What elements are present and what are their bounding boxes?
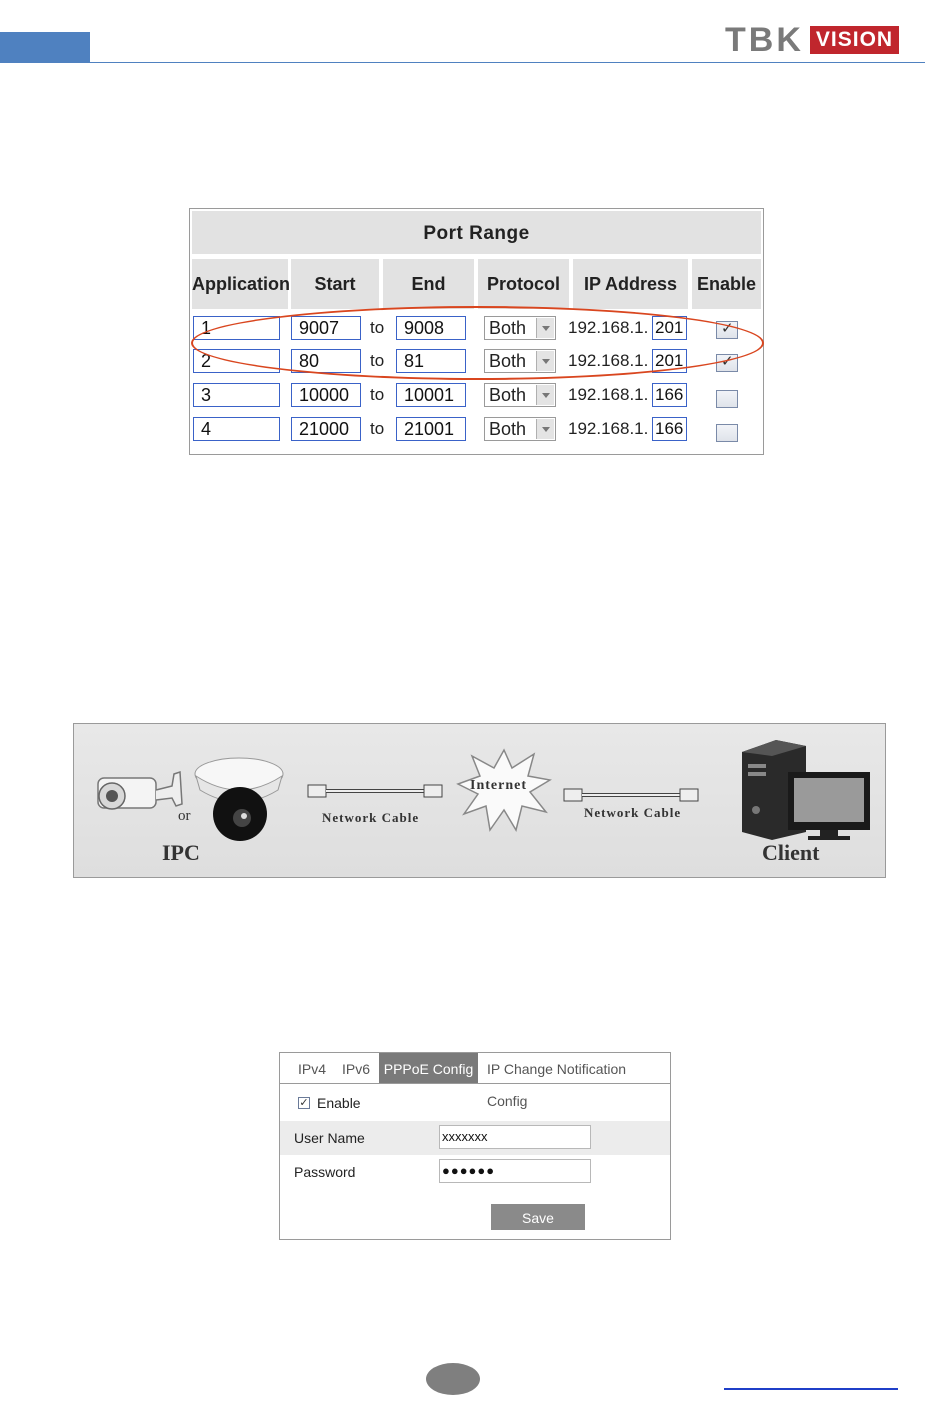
enable-checkbox[interactable]: ✓ <box>299 1097 309 1109</box>
username-label: User Name <box>294 1130 365 1146</box>
password-input[interactable]: ●●●●●● <box>439 1159 591 1183</box>
application-input[interactable]: 2 <box>193 349 280 373</box>
tab-pppoe-config[interactable]: PPPoE Config <box>379 1053 478 1083</box>
protocol-value: Both <box>489 318 527 338</box>
enable-checkbox[interactable] <box>716 390 738 408</box>
ipc-label: IPC <box>162 840 200 865</box>
network-diagram <box>73 723 886 878</box>
internet-label: Internet <box>470 778 527 793</box>
password-label: Password <box>294 1164 356 1180</box>
col-header-protocol: Protocol <box>478 259 569 309</box>
save-button[interactable]: Save <box>491 1204 585 1230</box>
ip-last-octet-input[interactable]: 201 <box>652 349 687 373</box>
protocol-value: Both <box>489 419 527 439</box>
end-port-input[interactable]: 9008 <box>396 316 466 340</box>
end-port-input[interactable]: 10001 <box>396 383 466 407</box>
or-label: or <box>178 808 191 824</box>
to-label: to <box>370 385 385 404</box>
to-label: to <box>370 419 385 438</box>
page-number-badge <box>426 1363 480 1395</box>
col-header-enable: Enable <box>692 259 761 309</box>
header-rule <box>0 62 925 63</box>
application-input[interactable]: 3 <box>193 383 280 407</box>
ip-prefix: 192.168.1. <box>568 385 649 404</box>
username-input[interactable]: xxxxxxx <box>439 1125 591 1149</box>
ip-prefix: 192.168.1. <box>568 318 649 337</box>
start-port-input[interactable]: 10000 <box>291 383 361 407</box>
protocol-value: Both <box>489 385 527 405</box>
to-label: to <box>370 351 385 370</box>
protocol-value: Both <box>489 351 527 371</box>
protocol-select[interactable] <box>484 417 556 441</box>
network-cable-label: Network Cable <box>584 805 682 820</box>
tab-ipv4[interactable]: IPv4 <box>298 1061 327 1077</box>
bullet-camera-icon <box>94 764 184 829</box>
tab-ipv6[interactable]: IPv6 <box>342 1061 371 1077</box>
ip-prefix: 192.168.1. <box>568 419 649 438</box>
application-input[interactable]: 1 <box>193 316 280 340</box>
start-port-input[interactable]: 9007 <box>291 316 361 340</box>
enable-label: Enable <box>317 1095 361 1111</box>
start-port-input[interactable]: 80 <box>291 349 361 373</box>
username-row <box>280 1121 670 1155</box>
col-header-application: Application <box>192 259 288 309</box>
ip-last-octet-input[interactable]: 166 <box>652 417 687 441</box>
footer-link[interactable] <box>724 1388 898 1390</box>
col-header-start: Start <box>291 259 379 309</box>
network-cable-label: Network Cable <box>322 810 420 825</box>
dome-camera-icon <box>194 756 286 842</box>
protocol-select[interactable] <box>484 383 556 407</box>
col-header-end: End <box>383 259 474 309</box>
enable-checkbox[interactable] <box>716 424 738 442</box>
dropdown-arrow-icon <box>536 419 554 439</box>
brand-logo <box>725 21 899 59</box>
port-row <box>190 417 763 451</box>
logo-tbk-text: TBK <box>725 21 804 59</box>
client-label: Client <box>762 840 820 865</box>
password-row <box>280 1155 670 1189</box>
ip-prefix: 192.168.1. <box>568 351 649 370</box>
highlight-ellipse <box>191 306 764 380</box>
logo-vision-text: VISION <box>810 26 899 54</box>
ip-last-octet-input[interactable]: 201 <box>652 316 687 340</box>
pppoe-config-panel <box>279 1052 671 1240</box>
port-range-title: Port Range <box>192 211 761 254</box>
end-port-input[interactable]: 81 <box>396 349 466 373</box>
tab-ip-change-notification[interactable]: IP Change Notification Config <box>487 1061 627 1109</box>
header-accent-bar <box>0 32 90 62</box>
port-row <box>190 383 763 417</box>
client-computer-icon <box>736 732 874 840</box>
application-input[interactable]: 4 <box>193 417 280 441</box>
end-port-input[interactable]: 21001 <box>396 417 466 441</box>
dropdown-arrow-icon <box>536 385 554 405</box>
col-header-ip-address: IP Address <box>573 259 688 309</box>
ip-last-octet-input[interactable]: 166 <box>652 383 687 407</box>
network-cable-icon <box>306 780 446 804</box>
to-label: to <box>370 318 385 337</box>
start-port-input[interactable]: 21000 <box>291 417 361 441</box>
